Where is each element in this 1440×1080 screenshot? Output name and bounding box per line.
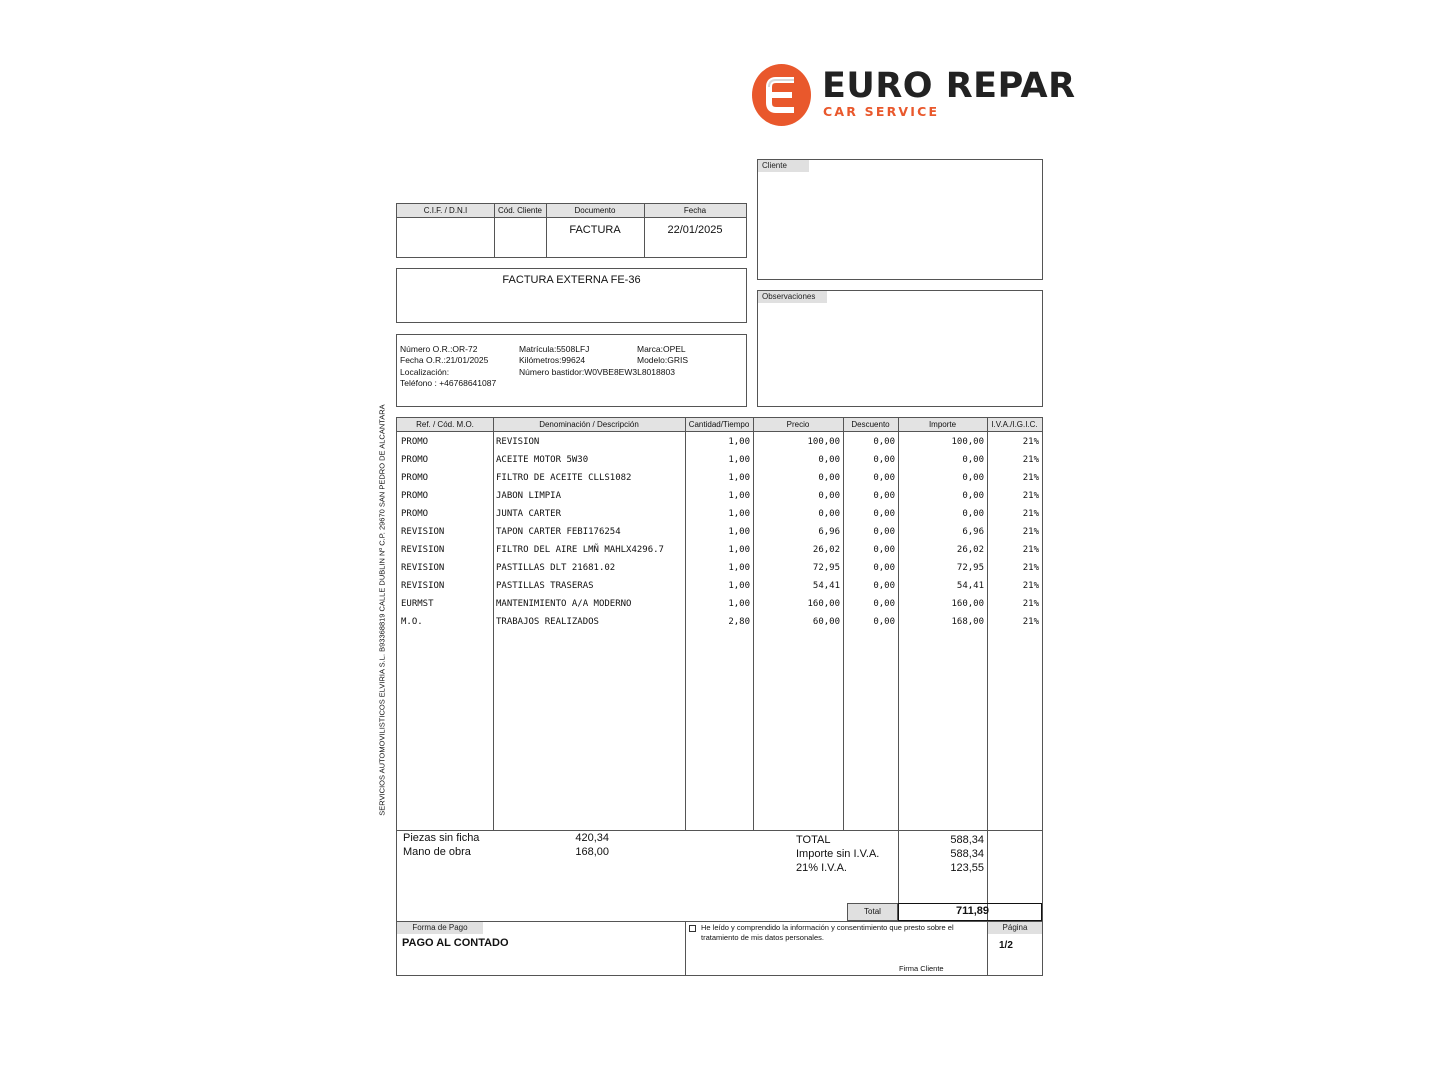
cell-precio: 54,41	[812, 581, 840, 591]
pagina-label: Página	[988, 922, 1042, 934]
cell-descuento: 0,00	[873, 563, 895, 573]
grand-total-label: Total	[847, 903, 898, 921]
cell-ref: PROMO	[401, 455, 429, 465]
consent-text: He leído y comprendido la información y consentimiento que presto sobre el tratamiento de mis datos personales.	[701, 923, 954, 942]
cell-iva: 21%	[1022, 563, 1039, 573]
col-header-iva: I.V.A./I.G.I.C.	[987, 418, 1042, 432]
mano-obra-value: 168,00	[575, 846, 609, 858]
col-header-precio: Precio	[753, 418, 843, 432]
cell-importe: 26,02	[956, 545, 984, 555]
cell-descuento: 0,00	[873, 509, 895, 519]
numero-bastidor: Número bastidor:W0VBE8EW3L8018803	[519, 367, 675, 377]
cell-importe: 0,00	[962, 509, 984, 519]
observaciones-label: Observaciones	[758, 291, 827, 303]
cell-importe: 0,00	[962, 473, 984, 483]
cell-cantidad: 1,00	[728, 509, 750, 519]
company-side-text: SERVICIOS AUTOMOVILISTICOS ELVIRIA S.L. B93368819 CALLE DUBLIN Nº C.P. 29670 SAN PEDRO DE ALCANTARA	[377, 404, 387, 816]
invoice-title: FACTURA EXTERNA FE-36	[502, 274, 641, 286]
cell-precio: 26,02	[812, 545, 840, 555]
cell-cantidad: 1,00	[728, 455, 750, 465]
col-header-ref: Ref. / Cód. M.O.	[397, 418, 493, 432]
iva-value: 123,55	[950, 862, 984, 874]
forma-pago-value: PAGO AL CONTADO	[402, 937, 509, 949]
cell-ref: REVISION	[401, 563, 445, 573]
cliente-label: Cliente	[758, 160, 809, 172]
cell-precio: 0,00	[818, 491, 840, 501]
cell-precio: 72,95	[812, 563, 840, 573]
cell-iva: 21%	[1022, 581, 1039, 591]
cell-descripcion: ACEITE MOTOR 5W30	[496, 455, 589, 465]
cell-descripcion: PASTILLAS TRASERAS	[496, 581, 594, 591]
divider	[685, 921, 686, 975]
cell-cantidad: 2,80	[728, 617, 750, 627]
divider	[397, 921, 1042, 922]
modelo: Modelo:GRIS	[637, 355, 689, 365]
divider	[397, 830, 1042, 831]
header-cif: C.I.F. / D.N.I	[397, 204, 494, 218]
cell-ref: PROMO	[401, 509, 429, 519]
cell-descripcion: JABON LIMPIA	[496, 491, 562, 501]
cell-importe: 100,00	[951, 437, 984, 447]
cell-importe: 6,96	[962, 527, 984, 537]
cell-iva: 21%	[1022, 545, 1039, 555]
cell-cantidad: 1,00	[728, 599, 750, 609]
cell-descripcion: PASTILLAS DLT 21681.02	[496, 563, 616, 573]
cell-iva: 21%	[1022, 527, 1039, 537]
pagina-value: 1/2	[999, 940, 1013, 951]
fecha-or: Fecha O.R.:21/01/2025	[400, 355, 489, 365]
cell-descuento: 0,00	[873, 473, 895, 483]
mano-obra-label: Mano de obra	[403, 846, 471, 858]
total-label: TOTAL	[796, 834, 831, 846]
cell-precio: 160,00	[807, 599, 840, 609]
cell-cantidad: 1,00	[728, 491, 750, 501]
cell-cantidad: 1,00	[728, 581, 750, 591]
cell-iva: 21%	[1022, 509, 1039, 519]
col-header-descripcion: Denominación / Descripción	[493, 418, 685, 432]
header-fecha: Fecha	[644, 204, 746, 218]
cell-iva: 21%	[1022, 473, 1039, 483]
importe-sin-iva-label: Importe sin I.V.A.	[796, 848, 880, 860]
cell-cantidad: 1,00	[728, 473, 750, 483]
cell-importe: 160,00	[951, 599, 984, 609]
divider	[493, 418, 494, 830]
cell-descuento: 0,00	[873, 545, 895, 555]
brand-logo-e-icon	[764, 74, 800, 116]
kilometros: Kilómetros:99624	[519, 355, 586, 365]
cell-cantidad: 1,00	[728, 563, 750, 573]
cell-descuento: 0,00	[873, 581, 895, 591]
divider	[494, 204, 495, 257]
cell-cantidad: 1,00	[728, 545, 750, 555]
cell-iva: 21%	[1022, 599, 1039, 609]
cell-descuento: 0,00	[873, 599, 895, 609]
total-value: 588,34	[950, 834, 984, 846]
cell-ref: M.O.	[401, 617, 423, 627]
importe-sin-iva-value: 588,34	[950, 848, 984, 860]
order-info-box	[396, 334, 747, 407]
col-header-importe: Importe	[898, 418, 987, 432]
observaciones-box	[757, 290, 1043, 407]
grand-total-value: 711,89	[898, 903, 1042, 921]
cell-iva: 21%	[1022, 617, 1039, 627]
cell-ref: PROMO	[401, 473, 429, 483]
cell-descripcion: MANTENIMIENTO A/A MODERNO	[496, 599, 632, 609]
cliente-box	[757, 159, 1043, 280]
cell-ref: REVISION	[401, 581, 445, 591]
cell-precio: 0,00	[818, 509, 840, 519]
cell-descuento: 0,00	[873, 455, 895, 465]
cell-descuento: 0,00	[873, 491, 895, 501]
cell-descripcion: JUNTA CARTER	[496, 509, 562, 519]
cell-descuento: 0,00	[873, 527, 895, 537]
header-cod-cliente: Cód. Cliente	[494, 204, 546, 218]
invoice-title-box	[396, 268, 747, 323]
cell-descuento: 0,00	[873, 617, 895, 627]
cell-iva: 21%	[1022, 455, 1039, 465]
telefono: Teléfono : +46768641087	[400, 378, 497, 388]
cell-cantidad: 1,00	[728, 437, 750, 447]
piezas-value: 420,34	[575, 832, 609, 844]
cell-descripcion: TRABAJOS REALIZADOS	[496, 617, 599, 627]
brand-tagline: CAR SERVICE	[823, 104, 940, 119]
cell-importe: 0,00	[962, 455, 984, 465]
cell-cantidad: 1,00	[728, 527, 750, 537]
numero-or: Número O.R.:OR-72	[400, 344, 478, 354]
cell-descripcion: FILTRO DEL AIRE LMÑ MAHLX4296.7	[496, 545, 664, 555]
piezas-label: Piezas sin ficha	[403, 832, 480, 844]
consent-checkbox[interactable]	[689, 925, 696, 932]
cell-importe: 168,00	[951, 617, 984, 627]
cell-precio: 100,00	[807, 437, 840, 447]
cell-importe: 72,95	[956, 563, 984, 573]
cell-importe: 54,41	[956, 581, 984, 591]
documento-value: FACTURA	[569, 224, 621, 236]
cell-ref: EURMST	[401, 599, 434, 609]
cell-precio: 60,00	[812, 617, 840, 627]
cell-iva: 21%	[1022, 437, 1039, 447]
header-documento: Documento	[546, 204, 644, 218]
cell-ref: REVISION	[401, 527, 445, 537]
cell-precio: 0,00	[818, 455, 840, 465]
cell-ref: PROMO	[401, 491, 429, 501]
invoice-lines-table	[396, 417, 1043, 976]
cell-descripcion: TAPON CARTER FEBI176254	[496, 527, 621, 537]
cell-descripcion: REVISION	[496, 437, 540, 447]
document-header-table	[396, 203, 747, 258]
divider	[987, 418, 988, 975]
localizacion: Localización:	[400, 367, 450, 377]
brand-name: EURO REPAR	[822, 66, 1076, 106]
cell-iva: 21%	[1022, 491, 1039, 501]
cell-precio: 0,00	[818, 473, 840, 483]
col-header-descuento: Descuento	[843, 418, 898, 432]
cell-precio: 6,96	[818, 527, 840, 537]
col-header-cantidad: Cantidad/Tiempo	[685, 418, 753, 432]
forma-pago-label: Forma de Pago	[397, 922, 483, 934]
cell-descuento: 0,00	[873, 437, 895, 447]
matricula: Matrícula:5508LFJ	[519, 344, 590, 354]
fecha-value: 22/01/2025	[667, 224, 723, 236]
iva-label: 21% I.V.A.	[796, 862, 847, 874]
firma-cliente-label: Firma Cliente	[899, 964, 944, 973]
cell-descripcion: FILTRO DE ACEITE CLLS1082	[496, 473, 632, 483]
cell-ref: REVISION	[401, 545, 445, 555]
marca: Marca:OPEL	[637, 344, 686, 354]
cell-ref: PROMO	[401, 437, 429, 447]
cell-importe: 0,00	[962, 491, 984, 501]
